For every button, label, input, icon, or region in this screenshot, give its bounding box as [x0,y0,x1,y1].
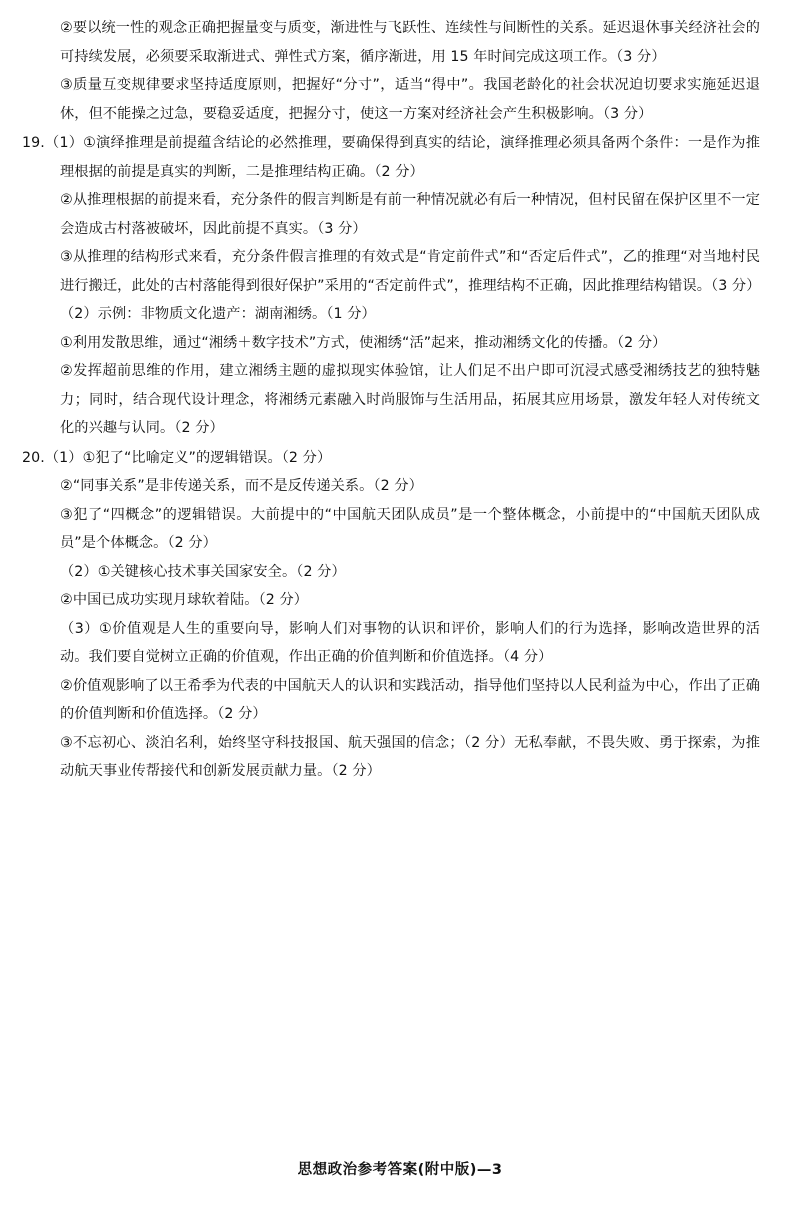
answer-line: ③犯了“四概念”的逻辑错误。大前提中的“中国航天团队成员”是一个整体概念，小前提中的“中国航天团队成员”是个体概念。（2 分） [60,506,760,551]
section-question-20 [22,444,760,786]
section-continuation-18 [22,14,760,128]
page-footer: 思想政治参考答案(附中版)—3 [297,1162,503,1178]
answer-line: ②价值观影响了以王希季为代表的中国航天人的认识和实践活动，指导他们坚持以人民利益为中心，作出了正确的价值判断和价值选择。（2 分） [60,677,760,722]
section-question-19 [22,129,760,443]
answer-line: （2）示例：非物质文化遗产：湖南湘绣。（1 分） [60,306,376,322]
answer-line: ①利用发散思维，通过“湘绣＋数字技术”方式，使湘绣“活”起来，推动湘绣文化的传播。（2 分） [60,334,667,351]
answer-line: 19.（1）①演绎推理是前提蕴含结论的必然推理，要确保得到真实的结论，演绎推理必须具备两个条件：一是作为推理根据的前提是真实的判断，二是推理结构正确。（2 分） [22,135,760,180]
answer-line: ②要以统一性的观念正确把握量变与质变，渐进性与飞跃性、连续性与间断性的关系。延迟退休事关经济社会的可持续发展，必须要采取渐进式、弹性式方案，循序渐进，用 15 年时间完成这项工作。（3 分） [60,20,760,65]
answer-line: ②“同事关系”是非传递关系，而不是反传递关系。（2 分） [60,478,423,494]
answer-line: 20.（1）①犯了“比喻定义”的逻辑错误。（2 分） [22,449,332,466]
answer-line: ③质量互变规律要求坚持适度原则，把握好“分寸”，适当“得中”。我国老龄化的社会状况迫切要求实施延迟退休，但不能操之过急，要稳妥适度，把握分寸，使这一方案对经济社会产生积极影响。（3 分） [60,77,760,122]
answer-line: ②中国已成功实现月球软着陆。（2 分） [60,592,309,608]
answer-line: （2）①关键核心技术事关国家安全。（2 分） [60,563,346,580]
answer-line: ③从推理的结构形式来看，充分条件假言推理的有效式是“肯定前件式”和“否定后件式”，乙的推理“对当地村民进行搬迁，此处的古村落能得到很好保护”采用的“否定前件式”，推理结构不正确，因此推理结构错误。（3 分） [60,249,761,294]
answer-line: ②从推理根据的前提来看，充分条件的假言判断是有前一种情况就必有后一种情况，但村民留在保护区里不一定会造成古村落被破坏，因此前提不真实。（3 分） [60,192,760,237]
answer-line: ③不忘初心、淡泊名利，始终坚守科技报国、航天强国的信念；（2 分）无私奉献，不畏失败、勇于探索，为推动航天事业传帮接代和创新发展贡献力量。（2 分） [60,734,760,779]
answer-line: ②发挥超前思维的作用，建立湘绣主题的虚拟现实体验馆，让人们足不出户即可沉浸式感受湘绣技艺的独特魅力；同时，结合现代设计理念，将湘绣元素融入时尚服饰与生活用品，拓展其应用场景，激发年轻人对传统文化的兴趣与认同。（2 分） [60,363,760,436]
answer-line: （3）①价值观是人生的重要向导，影响人们对事物的认识和评价，影响人们的行为选择，影响改造世界的活动。我们要自觉树立正确的价值观，作出正确的价值判断和价值选择。（4 分） [60,620,760,665]
